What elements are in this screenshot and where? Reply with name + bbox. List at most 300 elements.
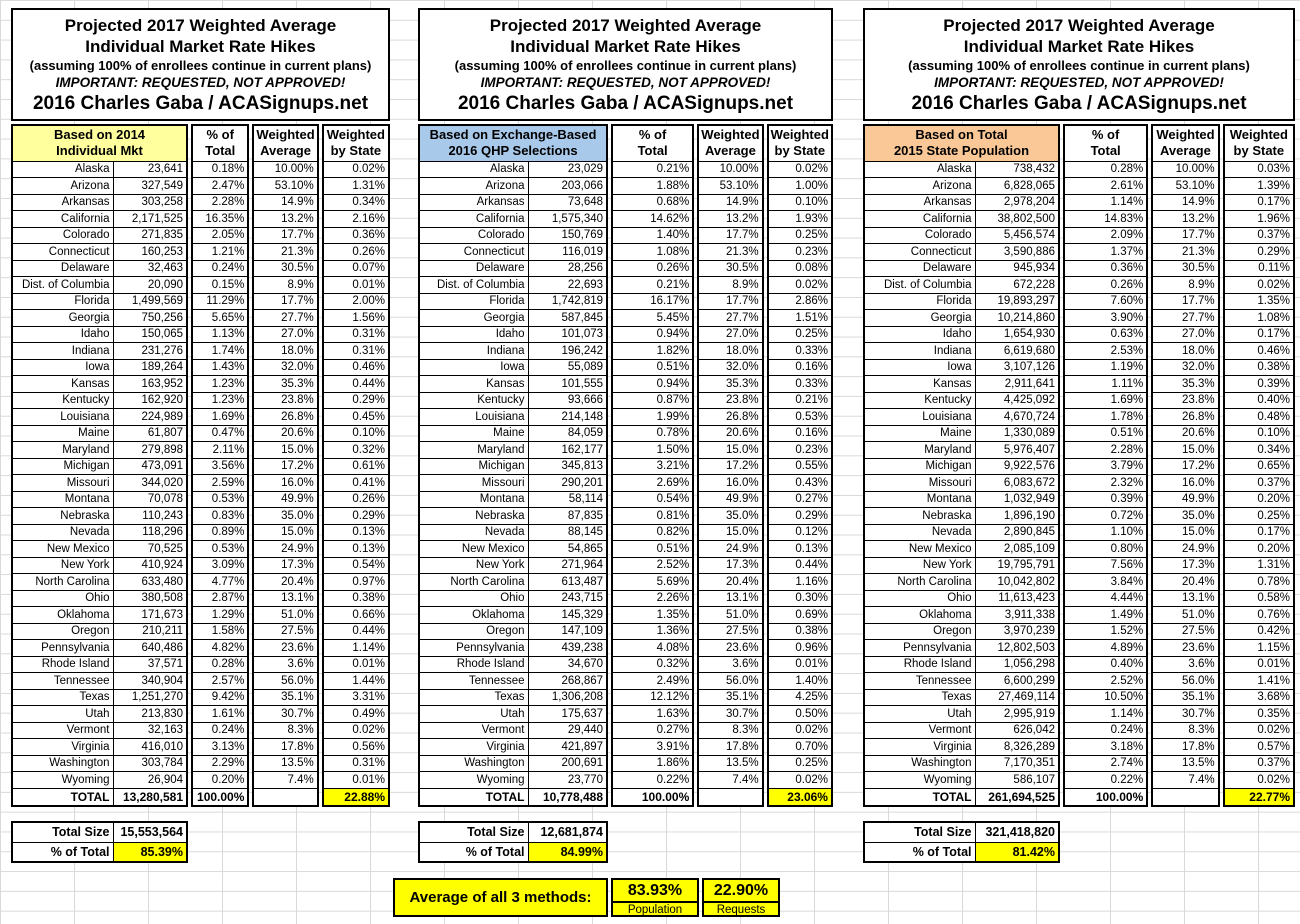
weighted-average-cell[interactable]: 8.9% — [253, 277, 317, 294]
state-name-cell[interactable]: Utah — [419, 706, 528, 723]
weighted-average-cell[interactable]: 18.0% — [1152, 343, 1218, 360]
enrollment-value-cell[interactable]: 439,238 — [528, 640, 607, 657]
state-name-cell[interactable]: New York — [419, 557, 528, 574]
pct-of-total-cell[interactable]: 2.32% — [1064, 475, 1147, 492]
enrollment-value-cell[interactable]: 5,456,574 — [975, 227, 1059, 244]
weighted-by-state-cell[interactable]: 0.29% — [768, 508, 832, 525]
pct-of-total-cell[interactable]: 0.82% — [612, 524, 693, 541]
state-name-cell[interactable]: Idaho — [12, 326, 113, 343]
weighted-average-cell[interactable]: 24.9% — [253, 541, 317, 558]
weighted-by-state-cell[interactable]: 0.13% — [323, 524, 389, 541]
weighted-by-state-cell[interactable]: 3.68% — [1224, 689, 1294, 706]
pct-of-total-cell[interactable]: 3.79% — [1064, 458, 1147, 475]
weighted-average-cell[interactable]: 18.0% — [698, 343, 762, 360]
weighted-by-state-cell[interactable]: 0.01% — [768, 656, 832, 673]
weighted-by-state-cell[interactable]: 0.76% — [1224, 607, 1294, 624]
state-name-cell[interactable]: Indiana — [419, 343, 528, 360]
weighted-average-cell[interactable]: 35.1% — [1152, 689, 1218, 706]
enrollment-value-cell[interactable]: 6,083,672 — [975, 475, 1059, 492]
state-name-cell[interactable]: Michigan — [12, 458, 113, 475]
enrollment-value-cell[interactable]: 26,904 — [113, 772, 187, 789]
pct-of-total-cell[interactable]: 0.20% — [192, 772, 248, 789]
enrollment-value-cell[interactable]: 6,828,065 — [975, 178, 1059, 195]
weighted-average-cell[interactable]: 30.5% — [1152, 260, 1218, 277]
weighted-average-cell[interactable]: 20.6% — [1152, 425, 1218, 442]
enrollment-value-cell[interactable]: 231,276 — [113, 343, 187, 360]
pct-of-total-cell[interactable]: 1.23% — [192, 376, 248, 393]
weighted-by-state-cell[interactable]: 0.69% — [768, 607, 832, 624]
enrollment-value-cell[interactable]: 945,934 — [975, 260, 1059, 277]
enrollment-value-cell[interactable]: 2,911,641 — [975, 376, 1059, 393]
pct-of-total-cell[interactable]: 2.87% — [192, 590, 248, 607]
weighted-average-cell[interactable]: 13.1% — [698, 590, 762, 607]
enrollment-value-cell[interactable]: 55,089 — [528, 359, 607, 376]
state-name-cell[interactable]: Virginia — [419, 739, 528, 756]
enrollment-value-cell[interactable]: 380,508 — [113, 590, 187, 607]
pct-of-total-cell[interactable]: 7.60% — [1064, 293, 1147, 310]
weighted-by-state-cell[interactable]: 1.16% — [768, 574, 832, 591]
enrollment-value-cell[interactable]: 171,673 — [113, 607, 187, 624]
enrollment-value-cell[interactable]: 110,243 — [113, 508, 187, 525]
state-name-cell[interactable]: Louisiana — [419, 409, 528, 426]
enrollment-value-cell[interactable]: 10,214,860 — [975, 310, 1059, 327]
state-name-cell[interactable]: Texas — [864, 689, 975, 706]
pct-of-total-cell[interactable]: 1.29% — [192, 607, 248, 624]
pct-of-total-cell[interactable]: 1.78% — [1064, 409, 1147, 426]
pct-of-total-cell[interactable]: 3.13% — [192, 739, 248, 756]
enrollment-value-cell[interactable]: 6,619,680 — [975, 343, 1059, 360]
enrollment-value-cell[interactable]: 2,085,109 — [975, 541, 1059, 558]
weighted-by-state-cell[interactable]: 0.25% — [1224, 508, 1294, 525]
state-name-cell[interactable]: Washington — [12, 755, 113, 772]
enrollment-value-cell[interactable]: 421,897 — [528, 739, 607, 756]
enrollment-value-cell[interactable]: 6,600,299 — [975, 673, 1059, 690]
pct-of-total-cell[interactable]: 3.90% — [1064, 310, 1147, 327]
enrollment-value-cell[interactable]: 1,499,569 — [113, 293, 187, 310]
weighted-by-state-cell[interactable]: 0.96% — [768, 640, 832, 657]
weighted-average-cell[interactable]: 30.7% — [698, 706, 762, 723]
weighted-average-cell[interactable]: 8.3% — [253, 722, 317, 739]
pct-of-total-cell[interactable]: 1.74% — [192, 343, 248, 360]
weighted-by-state-cell[interactable]: 0.33% — [768, 343, 832, 360]
pct-of-total-cell[interactable]: 1.19% — [1064, 359, 1147, 376]
state-name-cell[interactable]: California — [864, 211, 975, 228]
weighted-by-state-cell[interactable]: 0.49% — [323, 706, 389, 723]
enrollment-value-cell[interactable]: 29,440 — [528, 722, 607, 739]
weighted-average-cell[interactable]: 17.7% — [698, 227, 762, 244]
weighted-by-state-cell[interactable]: 0.02% — [768, 161, 832, 178]
weighted-average-cell[interactable]: 17.7% — [1152, 293, 1218, 310]
weighted-average-cell[interactable]: 17.3% — [1152, 557, 1218, 574]
enrollment-value-cell[interactable]: 345,813 — [528, 458, 607, 475]
pct-of-total-cell[interactable]: 0.39% — [1064, 491, 1147, 508]
weighted-by-state-cell[interactable]: 0.34% — [1224, 442, 1294, 459]
weighted-average-cell[interactable]: 21.3% — [1152, 244, 1218, 261]
pct-of-total-cell[interactable]: 0.24% — [1064, 722, 1147, 739]
pct-of-total-value[interactable]: 81.42% — [975, 842, 1059, 862]
weighted-average-cell[interactable]: 23.6% — [253, 640, 317, 657]
enrollment-value-cell[interactable]: 2,171,525 — [113, 211, 187, 228]
enrollment-value-cell[interactable]: 22,693 — [528, 277, 607, 294]
state-name-cell[interactable]: Florida — [419, 293, 528, 310]
weighted-average-cell[interactable]: 26.8% — [698, 409, 762, 426]
state-name-cell[interactable]: Oklahoma — [864, 607, 975, 624]
weighted-average-cell[interactable]: 51.0% — [698, 607, 762, 624]
weighted-by-state-cell[interactable]: 2.86% — [768, 293, 832, 310]
pct-of-total-cell[interactable]: 5.45% — [612, 310, 693, 327]
weighted-average-cell[interactable]: 17.3% — [698, 557, 762, 574]
state-name-cell[interactable]: Rhode Island — [419, 656, 528, 673]
enrollment-value-cell[interactable]: 410,924 — [113, 557, 187, 574]
state-name-cell[interactable]: Colorado — [419, 227, 528, 244]
pct-of-total-cell[interactable]: 0.32% — [612, 656, 693, 673]
state-name-cell[interactable]: Virginia — [864, 739, 975, 756]
weighted-by-state-cell[interactable]: 2.16% — [323, 211, 389, 228]
pct-of-total-cell[interactable]: 0.26% — [1064, 277, 1147, 294]
total-value-cell[interactable]: 10,778,488 — [528, 788, 607, 806]
enrollment-value-cell[interactable]: 37,571 — [113, 656, 187, 673]
enrollment-value-cell[interactable]: 54,865 — [528, 541, 607, 558]
weighted-by-state-cell[interactable]: 0.02% — [1224, 772, 1294, 789]
state-name-cell[interactable]: Montana — [12, 491, 113, 508]
weighted-average-cell[interactable]: 8.3% — [1152, 722, 1218, 739]
weighted-by-state-cell[interactable]: 0.25% — [768, 227, 832, 244]
weighted-average-cell[interactable]: 24.9% — [698, 541, 762, 558]
weighted-by-state-cell[interactable]: 1.40% — [768, 673, 832, 690]
weighted-average-cell[interactable]: 13.2% — [698, 211, 762, 228]
state-name-cell[interactable]: Colorado — [864, 227, 975, 244]
enrollment-value-cell[interactable]: 279,898 — [113, 442, 187, 459]
weighted-by-state-cell[interactable]: 0.78% — [1224, 574, 1294, 591]
state-name-cell[interactable]: Oregon — [419, 623, 528, 640]
weighted-by-state-cell[interactable]: 1.31% — [1224, 557, 1294, 574]
pct-of-total-cell[interactable]: 14.83% — [1064, 211, 1147, 228]
pct-of-total-cell[interactable]: 1.69% — [192, 409, 248, 426]
pct-of-total-cell[interactable]: 2.57% — [192, 673, 248, 690]
enrollment-value-cell[interactable]: 738,432 — [975, 161, 1059, 178]
enrollment-value-cell[interactable]: 1,330,089 — [975, 425, 1059, 442]
enrollment-value-cell[interactable]: 626,042 — [975, 722, 1059, 739]
total-size-value[interactable]: 321,418,820 — [975, 822, 1059, 842]
pct-of-total-cell[interactable]: 1.58% — [192, 623, 248, 640]
enrollment-value-cell[interactable]: 196,242 — [528, 343, 607, 360]
pct-of-total-cell[interactable]: 1.14% — [1064, 194, 1147, 211]
state-name-cell[interactable]: Alaska — [864, 161, 975, 178]
enrollment-value-cell[interactable]: 88,145 — [528, 524, 607, 541]
weighted-average-cell[interactable]: 17.7% — [253, 227, 317, 244]
weighted-average-cell[interactable]: 3.6% — [1152, 656, 1218, 673]
enrollment-value-cell[interactable]: 19,795,791 — [975, 557, 1059, 574]
weighted-by-state-cell[interactable]: 2.00% — [323, 293, 389, 310]
weighted-by-state-cell[interactable]: 0.41% — [323, 475, 389, 492]
weighted-by-state-cell[interactable]: 0.20% — [1224, 541, 1294, 558]
weighted-by-state-cell[interactable]: 0.58% — [1224, 590, 1294, 607]
weighted-average-cell[interactable]: 8.9% — [698, 277, 762, 294]
weighted-average-cell[interactable]: 17.7% — [698, 293, 762, 310]
weighted-average-cell[interactable]: 51.0% — [1152, 607, 1218, 624]
weighted-by-state-cell[interactable]: 0.02% — [323, 722, 389, 739]
weighted-by-state-cell[interactable]: 1.96% — [1224, 211, 1294, 228]
state-name-cell[interactable]: Arkansas — [419, 194, 528, 211]
pct-of-total-cell[interactable]: 5.69% — [612, 574, 693, 591]
weighted-average-cell[interactable]: 35.3% — [698, 376, 762, 393]
weighted-average-cell[interactable]: 17.8% — [253, 739, 317, 756]
state-name-cell[interactable]: North Carolina — [419, 574, 528, 591]
weighted-by-state-cell[interactable]: 0.17% — [1224, 524, 1294, 541]
weighted-by-state-cell[interactable]: 4.25% — [768, 689, 832, 706]
total-weighted-rate-cell[interactable]: 23.06% — [768, 788, 832, 806]
enrollment-value-cell[interactable]: 145,329 — [528, 607, 607, 624]
weighted-by-state-cell[interactable]: 0.35% — [1224, 706, 1294, 723]
state-name-cell[interactable]: Nebraska — [12, 508, 113, 525]
enrollment-value-cell[interactable]: 200,691 — [528, 755, 607, 772]
weighted-by-state-cell[interactable]: 0.02% — [1224, 722, 1294, 739]
state-name-cell[interactable]: New York — [864, 557, 975, 574]
pct-of-total-cell[interactable]: 0.36% — [1064, 260, 1147, 277]
pct-of-total-cell[interactable]: 0.81% — [612, 508, 693, 525]
weighted-average-cell[interactable]: 23.6% — [698, 640, 762, 657]
weighted-by-state-cell[interactable]: 1.08% — [1224, 310, 1294, 327]
weighted-by-state-cell[interactable]: 0.32% — [323, 442, 389, 459]
pct-of-total-cell[interactable]: 2.26% — [612, 590, 693, 607]
pct-of-total-cell[interactable]: 0.72% — [1064, 508, 1147, 525]
pct-of-total-cell[interactable]: 2.29% — [192, 755, 248, 772]
weighted-average-cell[interactable]: 20.6% — [253, 425, 317, 442]
state-name-cell[interactable]: Nevada — [419, 524, 528, 541]
weighted-by-state-cell[interactable]: 0.10% — [768, 194, 832, 211]
weighted-by-state-cell[interactable]: 1.00% — [768, 178, 832, 195]
weighted-average-cell[interactable]: 23.6% — [1152, 640, 1218, 657]
state-name-cell[interactable]: Maine — [419, 425, 528, 442]
pct-of-total-cell[interactable]: 0.27% — [612, 722, 693, 739]
weighted-by-state-cell[interactable]: 1.51% — [768, 310, 832, 327]
weighted-by-state-cell[interactable]: 0.10% — [323, 425, 389, 442]
enrollment-value-cell[interactable]: 58,114 — [528, 491, 607, 508]
weighted-average-cell[interactable]: 49.9% — [1152, 491, 1218, 508]
enrollment-value-cell[interactable]: 344,020 — [113, 475, 187, 492]
pct-of-total-cell[interactable]: 1.35% — [612, 607, 693, 624]
weighted-average-cell[interactable]: 30.7% — [1152, 706, 1218, 723]
pct-of-total-cell[interactable]: 2.28% — [1064, 442, 1147, 459]
pct-of-total-cell[interactable]: 3.84% — [1064, 574, 1147, 591]
pct-of-total-cell[interactable]: 1.82% — [612, 343, 693, 360]
weighted-by-state-cell[interactable]: 0.20% — [1224, 491, 1294, 508]
weighted-average-cell[interactable]: 15.0% — [698, 524, 762, 541]
weighted-by-state-cell[interactable]: 1.56% — [323, 310, 389, 327]
weighted-by-state-cell[interactable]: 0.36% — [323, 227, 389, 244]
pct-of-total-cell[interactable]: 2.11% — [192, 442, 248, 459]
weighted-average-cell[interactable]: 27.0% — [253, 326, 317, 343]
weighted-by-state-cell[interactable]: 0.27% — [768, 491, 832, 508]
weighted-average-cell[interactable]: 32.0% — [253, 359, 317, 376]
weighted-average-cell[interactable]: 35.0% — [698, 508, 762, 525]
weighted-average-cell[interactable]: 30.5% — [253, 260, 317, 277]
state-name-cell[interactable]: Texas — [419, 689, 528, 706]
weighted-average-cell[interactable]: 35.3% — [1152, 376, 1218, 393]
weighted-by-state-cell[interactable]: 0.33% — [768, 376, 832, 393]
weighted-average-cell[interactable]: 20.6% — [698, 425, 762, 442]
pct-of-total-cell[interactable]: 1.88% — [612, 178, 693, 195]
state-name-cell[interactable]: Iowa — [12, 359, 113, 376]
pct-of-total-value[interactable]: 84.99% — [528, 842, 607, 862]
state-name-cell[interactable]: Kansas — [12, 376, 113, 393]
pct-of-total-cell[interactable]: 1.36% — [612, 623, 693, 640]
enrollment-value-cell[interactable]: 8,326,289 — [975, 739, 1059, 756]
pct-of-total-cell[interactable]: 2.61% — [1064, 178, 1147, 195]
weighted-average-cell[interactable]: 16.0% — [1152, 475, 1218, 492]
weighted-by-state-cell[interactable]: 0.12% — [768, 524, 832, 541]
state-name-cell[interactable]: Vermont — [419, 722, 528, 739]
pct-of-total-cell[interactable]: 3.91% — [612, 739, 693, 756]
state-name-cell[interactable]: Tennessee — [419, 673, 528, 690]
state-name-cell[interactable]: Louisiana — [12, 409, 113, 426]
enrollment-value-cell[interactable]: 163,952 — [113, 376, 187, 393]
weighted-average-cell[interactable]: 35.0% — [253, 508, 317, 525]
weighted-by-state-cell[interactable]: 0.08% — [768, 260, 832, 277]
pct-of-total-cell[interactable]: 0.22% — [612, 772, 693, 789]
state-name-cell[interactable]: Wyoming — [864, 772, 975, 789]
enrollment-value-cell[interactable]: 672,228 — [975, 277, 1059, 294]
state-name-cell[interactable]: Maryland — [12, 442, 113, 459]
pct-of-total-cell[interactable]: 9.42% — [192, 689, 248, 706]
weighted-by-state-cell[interactable]: 0.46% — [1224, 343, 1294, 360]
state-name-cell[interactable]: Oklahoma — [12, 607, 113, 624]
enrollment-value-cell[interactable]: 3,590,886 — [975, 244, 1059, 261]
pct-of-total-cell[interactable]: 0.53% — [192, 541, 248, 558]
pct-of-total-cell[interactable]: 0.53% — [192, 491, 248, 508]
pct-of-total-cell[interactable]: 0.24% — [192, 260, 248, 277]
state-name-cell[interactable]: California — [12, 211, 113, 228]
pct-of-total-cell[interactable]: 5.65% — [192, 310, 248, 327]
total-size-value[interactable]: 12,681,874 — [528, 822, 607, 842]
weighted-average-cell[interactable]: 27.0% — [1152, 326, 1218, 343]
weighted-by-state-cell[interactable]: 0.17% — [1224, 194, 1294, 211]
weighted-by-state-cell[interactable]: 0.38% — [323, 590, 389, 607]
weighted-average-cell[interactable]: 10.00% — [698, 161, 762, 178]
enrollment-value-cell[interactable]: 586,107 — [975, 772, 1059, 789]
enrollment-value-cell[interactable]: 1,896,190 — [975, 508, 1059, 525]
state-name-cell[interactable]: Florida — [864, 293, 975, 310]
weighted-by-state-cell[interactable]: 0.16% — [768, 359, 832, 376]
weighted-average-cell[interactable]: 56.0% — [1152, 673, 1218, 690]
state-name-cell[interactable]: Pennsylvania — [12, 640, 113, 657]
state-name-cell[interactable]: Georgia — [864, 310, 975, 327]
enrollment-value-cell[interactable]: 70,525 — [113, 541, 187, 558]
weighted-average-cell[interactable]: 18.0% — [253, 343, 317, 360]
enrollment-value-cell[interactable]: 19,893,297 — [975, 293, 1059, 310]
state-name-cell[interactable]: Oregon — [864, 623, 975, 640]
state-name-cell[interactable]: Arizona — [12, 178, 113, 195]
state-name-cell[interactable]: New Mexico — [12, 541, 113, 558]
weighted-average-cell[interactable]: 13.5% — [253, 755, 317, 772]
enrollment-value-cell[interactable]: 116,019 — [528, 244, 607, 261]
weighted-average-cell[interactable]: 27.7% — [698, 310, 762, 327]
enrollment-value-cell[interactable]: 416,010 — [113, 739, 187, 756]
state-name-cell[interactable]: Georgia — [419, 310, 528, 327]
weighted-by-state-cell[interactable]: 0.23% — [768, 442, 832, 459]
weighted-by-state-cell[interactable]: 0.40% — [1224, 392, 1294, 409]
weighted-by-state-cell[interactable]: 0.37% — [1224, 227, 1294, 244]
pct-of-total-cell[interactable]: 14.62% — [612, 211, 693, 228]
state-name-cell[interactable]: Nevada — [864, 524, 975, 541]
state-name-cell[interactable]: Washington — [864, 755, 975, 772]
enrollment-value-cell[interactable]: 271,964 — [528, 557, 607, 574]
pct-of-total-cell[interactable]: 4.77% — [192, 574, 248, 591]
enrollment-value-cell[interactable]: 9,922,576 — [975, 458, 1059, 475]
enrollment-value-cell[interactable]: 210,211 — [113, 623, 187, 640]
pct-of-total-cell[interactable]: 1.52% — [1064, 623, 1147, 640]
state-name-cell[interactable]: Vermont — [864, 722, 975, 739]
enrollment-value-cell[interactable]: 1,575,340 — [528, 211, 607, 228]
weighted-by-state-cell[interactable]: 0.38% — [768, 623, 832, 640]
state-name-cell[interactable]: Kentucky — [12, 392, 113, 409]
state-name-cell[interactable]: Missouri — [419, 475, 528, 492]
state-name-cell[interactable]: Oregon — [12, 623, 113, 640]
pct-of-total-cell[interactable]: 0.24% — [192, 722, 248, 739]
requests-average-value[interactable]: 22.90% — [704, 880, 778, 903]
pct-of-total-cell[interactable]: 2.28% — [192, 194, 248, 211]
state-name-cell[interactable]: Delaware — [12, 260, 113, 277]
total-pct-cell[interactable]: 100.00% — [192, 788, 248, 806]
state-name-cell[interactable]: Montana — [419, 491, 528, 508]
weighted-average-cell[interactable]: 17.8% — [1152, 739, 1218, 756]
weighted-by-state-cell[interactable]: 0.37% — [1224, 475, 1294, 492]
state-name-cell[interactable]: Idaho — [419, 326, 528, 343]
weighted-by-state-cell[interactable]: 1.15% — [1224, 640, 1294, 657]
state-name-cell[interactable]: Washington — [419, 755, 528, 772]
enrollment-value-cell[interactable]: 1,032,949 — [975, 491, 1059, 508]
weighted-average-cell[interactable]: 8.3% — [698, 722, 762, 739]
weighted-average-cell[interactable]: 32.0% — [698, 359, 762, 376]
weighted-average-cell[interactable]: 17.2% — [698, 458, 762, 475]
pct-of-total-cell[interactable]: 0.94% — [612, 376, 693, 393]
enrollment-value-cell[interactable]: 213,830 — [113, 706, 187, 723]
state-name-cell[interactable]: Kentucky — [864, 392, 975, 409]
pct-of-total-cell[interactable]: 0.94% — [612, 326, 693, 343]
state-name-cell[interactable]: Tennessee — [12, 673, 113, 690]
state-name-cell[interactable]: Wyoming — [12, 772, 113, 789]
pct-of-total-cell[interactable]: 2.49% — [612, 673, 693, 690]
weighted-by-state-cell[interactable]: 0.46% — [323, 359, 389, 376]
pct-of-total-cell[interactable]: 0.63% — [1064, 326, 1147, 343]
weighted-by-state-cell[interactable]: 0.44% — [323, 623, 389, 640]
pct-of-total-cell[interactable]: 0.68% — [612, 194, 693, 211]
pct-of-total-cell[interactable]: 1.21% — [192, 244, 248, 261]
pct-of-total-cell[interactable]: 1.61% — [192, 706, 248, 723]
enrollment-value-cell[interactable]: 11,613,423 — [975, 590, 1059, 607]
weighted-average-cell[interactable]: 53.10% — [698, 178, 762, 195]
state-name-cell[interactable]: Nevada — [12, 524, 113, 541]
state-name-cell[interactable]: Missouri — [12, 475, 113, 492]
weighted-by-state-cell[interactable]: 0.42% — [1224, 623, 1294, 640]
weighted-by-state-cell[interactable]: 0.57% — [1224, 739, 1294, 756]
state-name-cell[interactable]: Maine — [12, 425, 113, 442]
weighted-by-state-cell[interactable]: 0.07% — [323, 260, 389, 277]
enrollment-value-cell[interactable]: 613,487 — [528, 574, 607, 591]
enrollment-value-cell[interactable]: 93,666 — [528, 392, 607, 409]
weighted-average-cell[interactable]: 7.4% — [253, 772, 317, 789]
weighted-by-state-cell[interactable]: 0.29% — [323, 392, 389, 409]
weighted-by-state-cell[interactable]: 1.31% — [323, 178, 389, 195]
pct-of-total-cell[interactable]: 2.69% — [612, 475, 693, 492]
enrollment-value-cell[interactable]: 303,784 — [113, 755, 187, 772]
enrollment-value-cell[interactable]: 189,264 — [113, 359, 187, 376]
state-name-cell[interactable]: Utah — [12, 706, 113, 723]
state-name-cell[interactable]: Iowa — [419, 359, 528, 376]
weighted-by-state-cell[interactable]: 1.14% — [323, 640, 389, 657]
weighted-by-state-cell[interactable]: 0.39% — [1224, 376, 1294, 393]
state-name-cell[interactable]: Rhode Island — [864, 656, 975, 673]
